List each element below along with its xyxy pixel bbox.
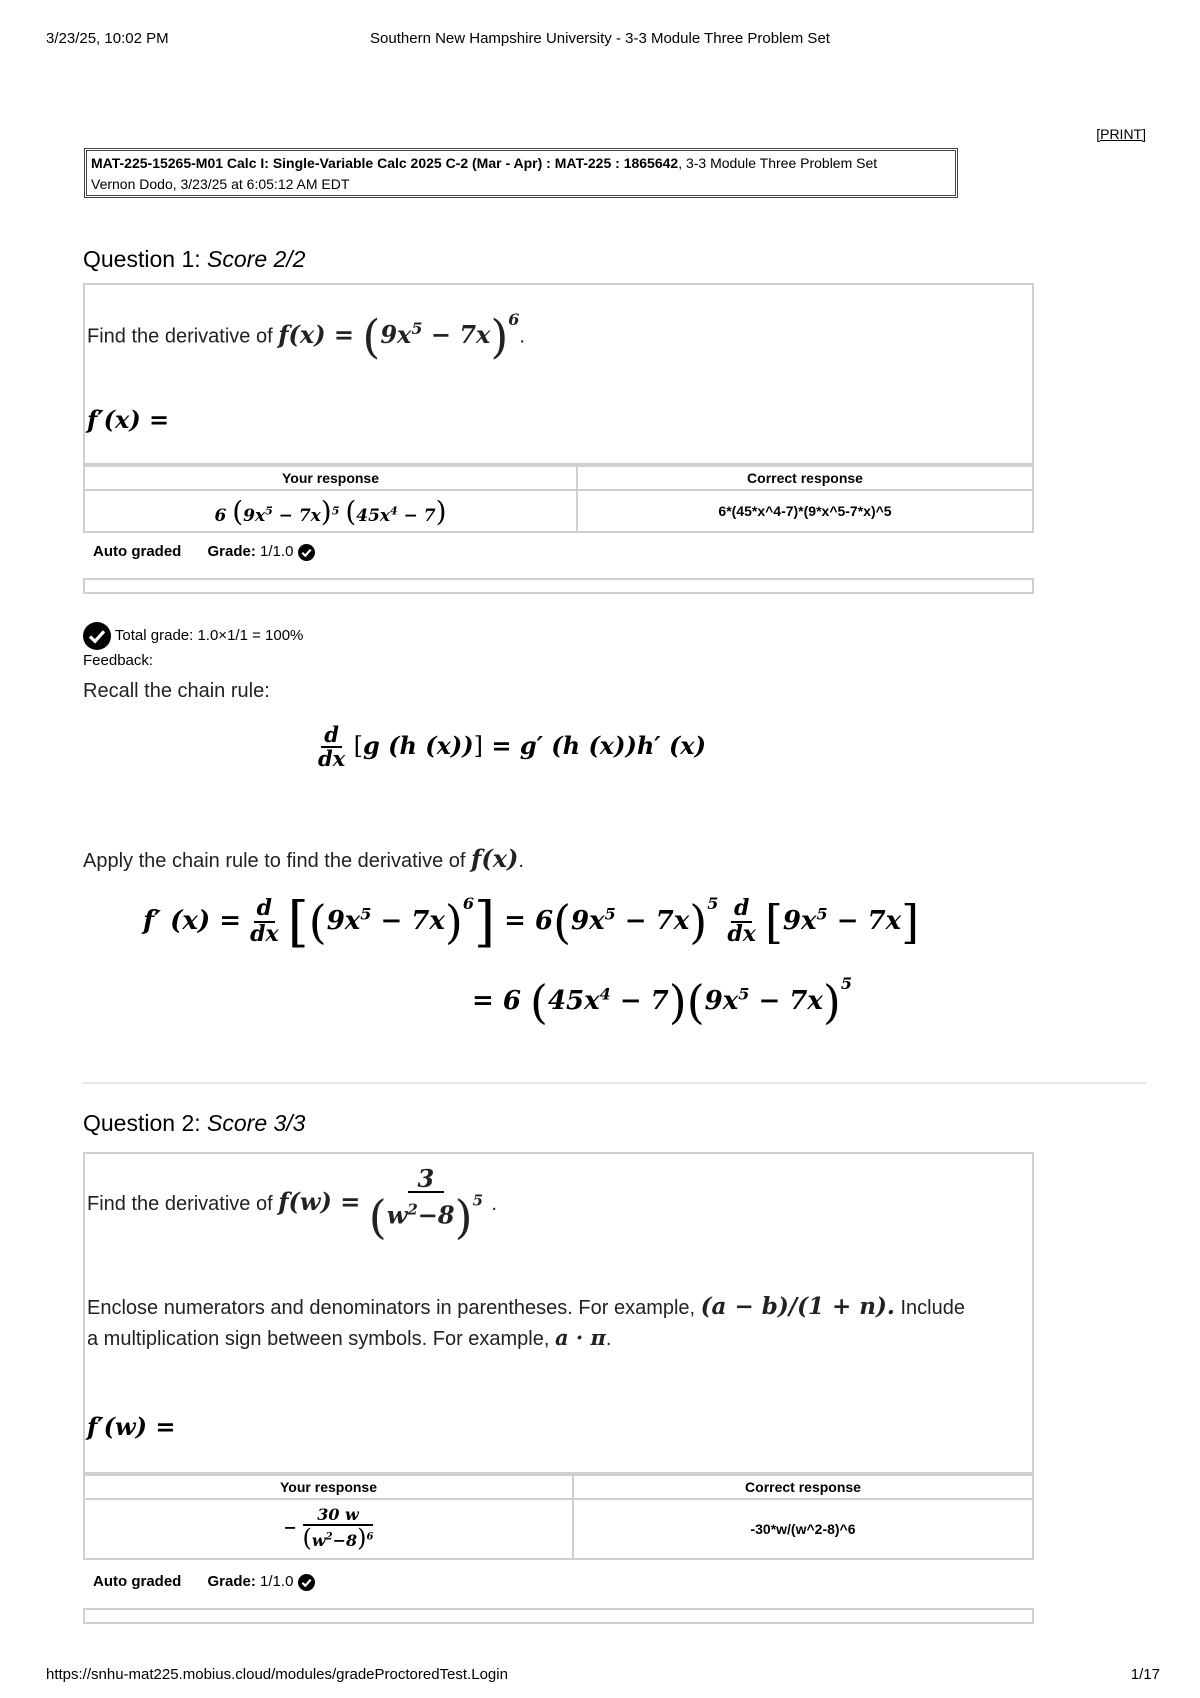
instructions-text-1: Enclose numerators and denominators in parentheses. For example, [87,1297,696,1319]
page-number: 1/17 [1130,1666,1160,1683]
instructions-text-3: a multiplication sign between symbols. For example, [87,1328,550,1350]
question-2-prompt: Find the derivative of f(w) = $\frac{3}{(w^2-8)^5}$ . [87,1164,497,1245]
question-1-score: Score 2/2 [207,246,306,272]
question-2-title [83,1110,305,1137]
recall-text: Recall the chain rule: [83,680,270,702]
question-1-your-response: 6 $(9x^5 - 7x)^5$ $(45x^4 - 7)$ [214,494,447,528]
question-1-prompt: Find the derivative of $f(x) = (9x^5 - 7x)^6$. [87,309,525,363]
question-1-title [83,246,305,273]
question-separator [83,1082,1146,1084]
question-1-grading [93,543,315,561]
question-1-box [83,283,1034,465]
course-title: MAT-225-15265-M01 Calc I: Single-Variable Calc 2025 C-2 (Mar - Apr) : MAT-225 : 1865642 [91,155,679,171]
question-1-response-table [83,465,1034,533]
apply-text-label: Apply the chain rule to find the derivative of [83,850,466,872]
total-check-icon [83,622,111,650]
correct-response-cell: -30*w/(w^2-8)^6 [573,1499,1033,1559]
your-response-cell [84,1499,573,1559]
question-2-prompt-text: Find the derivative of [87,1193,273,1216]
auto-graded-label: Auto graded [93,1573,182,1590]
example-fraction: (a − b)/(1 + n). [700,1293,895,1320]
correct-response-header: Correct response [577,466,1033,490]
question-1-function: $f(x) = (9x^5 - 7x)^6$ [278,309,520,363]
question-1-prompt-text: Find the derivative of [87,325,273,348]
question-2-function: f(w) = $\frac{3}{(w^2-8)^5}$ [278,1164,483,1245]
question-2-label: Question 2: [83,1110,201,1136]
page-header-title: Southern New Hampshire University - 3-3 Module Three Problem Set [370,30,830,47]
assignment-name: , 3-3 Module Three Problem Set [678,155,878,171]
question-2-empty-bar [83,1608,1034,1624]
total-grade [83,622,303,650]
apply-text: Apply the chain rule to find the derivative of f(x). [83,844,524,873]
your-response-header: Your response [84,466,577,490]
question-2-score: Score 3/3 [207,1110,306,1136]
instructions-text-2: Include [900,1297,965,1319]
correct-check-icon [298,1574,315,1591]
feedback-label: Feedback: [83,652,154,669]
derivation-line-1: f′ (x) = $\frac{d}{dx}$ $[(9x^5 - 7x)^6] = 6(9x^5 - 7x)^5$ $\frac{d}{dx}$ $[9x^5 - 7x]$ [143,890,920,953]
grade-value: 1/1.0 [260,543,294,560]
question-2-your-response: − $\frac{30 w}{(w^2-8)^6}$ [283,1505,374,1552]
question-2-box [83,1152,1034,1474]
question-2-grading [93,1573,315,1591]
question-2-answer-label: f′(w) = [87,1412,176,1441]
question-1-empty-bar [83,578,1034,594]
total-grade-text: Total grade: 1.0×1/1 = 100% [114,626,304,644]
course-line [91,153,951,174]
print-datetime: 3/23/25, 10:02 PM [46,30,169,47]
student-line: Vernon Dodo, 3/23/25 at 6:05:12 AM EDT [91,176,350,192]
correct-check-icon [298,544,315,561]
print-link[interactable]: [PRINT] [1096,126,1146,142]
course-info-box [84,148,958,198]
footer-url: https://snhu-mat225.mobius.cloud/modules/gradeProctoredTest.Login [46,1666,508,1683]
your-response-header: Your response [84,1475,573,1499]
question-1-label: Question 1: [83,246,201,272]
correct-response-cell: 6*(45*x^4-7)*(9*x^5-7*x)^5 [577,490,1033,532]
question-1-answer-label: f′(x) = [87,405,170,434]
auto-graded-label: Auto graded [93,543,182,560]
derivation-line-2: = 6 $(45x^4 - 7)(9x^5 - 7x)^5$ [472,974,852,1029]
chain-rule-formula: $\frac{d}{dx}$ [g (h (x))] = g′ (h (x))h′ (x) [318,722,706,772]
grade-value: 1/1.0 [260,1573,294,1590]
question-2-instructions: Enclose numerators and denominators in parentheses. For example, (a − b)/(1 + n). Include a multiplication sign between symbols. For example, a · π. [87,1293,965,1350]
grade-label: Grade: [207,1573,256,1590]
example-multiplication: a · π [555,1325,606,1350]
grade-label: Grade: [207,543,256,560]
your-response-cell [84,490,577,532]
correct-response-header: Correct response [573,1475,1033,1499]
question-2-response-table [83,1474,1034,1560]
